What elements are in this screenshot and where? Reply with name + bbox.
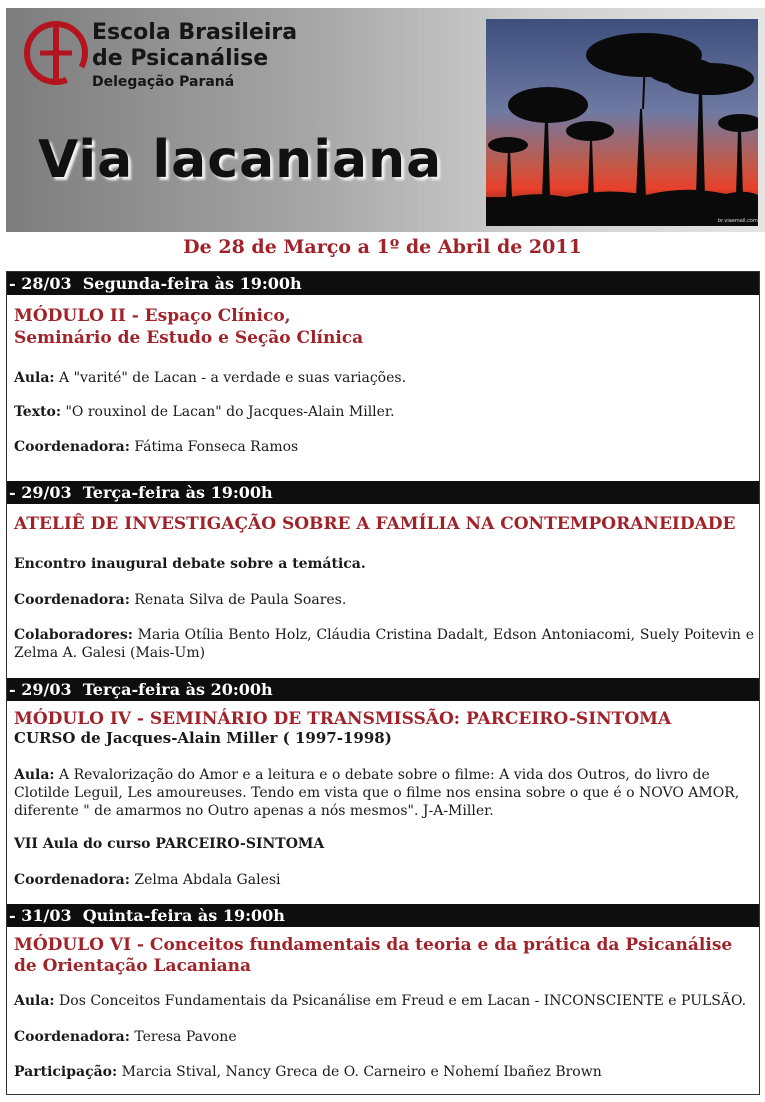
- session-aula: [14, 369, 754, 387]
- photo-credit: br.viaemail.com: [718, 218, 758, 224]
- coord-text: Renata Silva de Paula Soares.: [129, 592, 347, 608]
- session-date-bar: - 29/03 Terça-feira às 19:00h: [7, 481, 759, 504]
- coord-text: Fátima Fonseca Ramos: [129, 439, 299, 455]
- session-date-bar: - 29/03 Terça-feira às 20:00h: [7, 678, 759, 701]
- ebp-logo-icon: [22, 20, 90, 86]
- schedule-box: [6, 271, 760, 1095]
- session-line: Encontro inaugural debate sobre a temática.: [14, 556, 366, 572]
- page-title: Via lacaniana: [38, 130, 443, 190]
- org-delegation: Delegação Paraná: [92, 74, 235, 90]
- part-text: Marcia Stival, Nancy Greca de O. Carneiro e Nohemí Ibañez Brown: [117, 1064, 602, 1080]
- aula-text: Dos Conceitos Fundamentais da Psicanálise em Freud e em Lacan - INCONSCIENTE e PULSÃO.: [54, 993, 747, 1009]
- aula-text: A Revalorização do Amor e a leitura e o debate sobre o filme: A vida dos Outros, do livro de Clotilde Leguil, Les amoureuses. Tendo em vista que o filme nos ensina sobre o que é o NOVO AMOR, diferente " de amarmos no Outro apenas a nós mesmos". J-A-Miller.: [14, 767, 740, 819]
- session-participation: [14, 1063, 754, 1081]
- session-line: VII Aula do curso PARCEIRO-SINTOMA: [14, 836, 325, 852]
- coord-label: Coordenadora:: [14, 872, 130, 888]
- session-coordinator: [14, 438, 754, 456]
- coord-text: Teresa Pavone: [129, 1029, 237, 1045]
- session-heading: MÓDULO II - Espaço Clínico,: [14, 306, 291, 326]
- header-banner: [6, 8, 765, 232]
- session-heading: Seminário de Estudo e Seção Clínica: [14, 328, 364, 348]
- session-heading: MÓDULO IV - SEMINÁRIO DE TRANSMISSÃO: PARCEIRO-SINTOMA: [14, 709, 672, 729]
- session-heading: MÓDULO VI - Conceitos fundamentais da teoria e da prática da Psicanálise de Orientação Lacaniana: [14, 935, 733, 976]
- aula-label: Aula:: [14, 767, 55, 783]
- texto-text: "O rouxinol de Lacan" do Jacques-Alain Miller.: [61, 404, 395, 420]
- colab-label: Colaboradores:: [14, 627, 133, 643]
- session-aula: [14, 992, 754, 1010]
- org-name-line1: Escola Brasileira: [92, 20, 298, 45]
- org-name-line2: de Psicanálise: [92, 46, 269, 71]
- aula-label: Aula:: [14, 993, 55, 1009]
- aula-text: A "varité" de Lacan - a verdade e suas variações.: [54, 370, 407, 386]
- session-aula: [14, 766, 754, 820]
- session-date-bar: - 31/03 Quinta-feira às 19:00h: [7, 904, 759, 927]
- coord-text: Zelma Abdala Galesi: [129, 872, 281, 888]
- date-range: De 28 de Março a 1º de Abril de 2011: [183, 236, 582, 258]
- session-collaborators: [14, 626, 754, 662]
- sunset-araucaria-photo: [486, 19, 758, 226]
- session-coordinator: [14, 1028, 754, 1046]
- session-heading: ATELIÊ DE INVESTIGAÇÃO SOBRE A FAMÍLIA NA CONTEMPORANEIDADE: [14, 514, 736, 534]
- session-subheading: CURSO de Jacques-Alain Miller ( 1997-1998): [14, 729, 392, 747]
- coord-label: Coordenadora:: [14, 1029, 130, 1045]
- texto-label: Texto:: [14, 404, 62, 420]
- part-label: Participação:: [14, 1064, 118, 1080]
- session-texto: [14, 403, 754, 421]
- session-date-bar: - 28/03 Segunda-feira às 19:00h: [7, 272, 759, 295]
- coord-label: Coordenadora:: [14, 439, 130, 455]
- colab-text: Maria Otília Bento Holz, Cláudia Cristina Dadalt, Edson Antoniacomi, Suely Poitevin e Zelma A. Galesi (Mais-Um): [14, 627, 754, 661]
- session-coordinator: [14, 591, 754, 609]
- session-coordinator: [14, 871, 754, 889]
- coord-label: Coordenadora:: [14, 592, 130, 608]
- aula-label: Aula:: [14, 370, 55, 386]
